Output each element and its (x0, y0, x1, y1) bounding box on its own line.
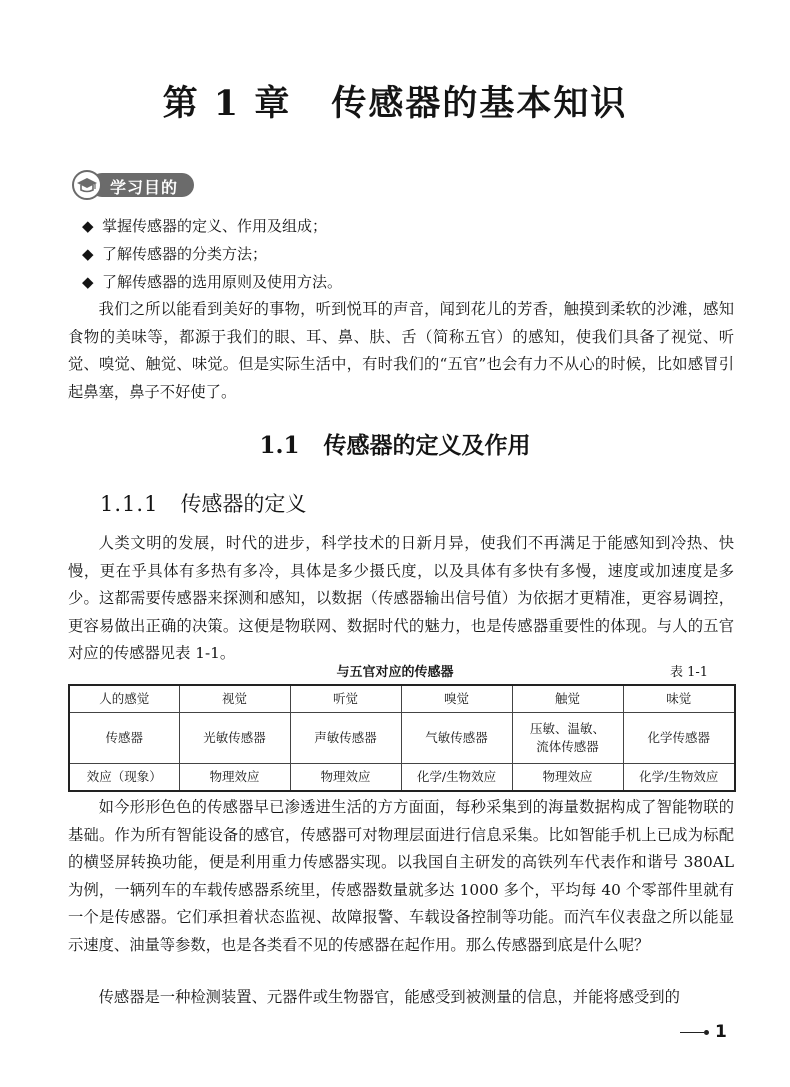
table-cell: 压敏、温敏、流体传感器 (512, 713, 623, 764)
table-number: 表 1-1 (670, 665, 709, 680)
footer-rule (680, 1032, 704, 1033)
learning-objectives-badge (72, 170, 196, 200)
section-name: 传感器的定义及作用 (323, 433, 531, 459)
sensor-definition-paragraph: 传感器是一种检测装置、元器件或生物器官，能感受到被测量的信息，并能将感受到的 (98, 988, 680, 1006)
table-cell: 光敏传感器 (179, 713, 290, 764)
table-caption: 与五官对应的传感器 (336, 665, 454, 680)
diamond-bullet-icon: ◆ (82, 217, 94, 235)
table-cell: 视觉 (179, 685, 290, 713)
sensor-applications-paragraph: 如今形形色色的传感器早已渗透进生活的方方面面，每秒采集到的海量数据构成了智能物联的基础。作为所有智能设备的感官，传感器可对物理层面进行信息采集。比如智能手机上已成为标配的横竖屏转换功能，便是利用重力传感器实现。以我国自主研发的高铁列车代表作和谐号 380AL 为例，一辆列车的车载传感器系统里，传感器数量就多达 1000 多个，平均每 40 个零部件里就有一个是传感器。它们承担着状态监视、故障报警、车载设备控制等功能。而汽车仪表盘之所以能显示速度、油量等参数，也是各类看不见的传感器在起作用。那么传感器到底是什么呢？ (68, 798, 734, 954)
table-cell: 味觉 (623, 685, 735, 713)
table-row (69, 713, 735, 764)
badge-label: 学习目的 (110, 178, 179, 197)
subsection-number: 1.1.1 (100, 492, 159, 516)
footer-dot-icon (704, 1030, 709, 1035)
diamond-bullet-icon: ◆ (82, 245, 94, 263)
chapter-number: 第 1 章 (162, 83, 292, 124)
list-item: ◆ 了解传感器的选用原则及使用方法。 (104, 268, 342, 296)
list-item: ◆ 了解传感器的分类方法； (104, 240, 342, 268)
table-cell: 人的感觉 (69, 685, 179, 713)
section-number: 1.1 (259, 432, 300, 459)
table-cell: 化学传感器 (623, 713, 735, 764)
table-cell: 传感器 (69, 713, 179, 764)
table-cell: 化学/生物效应 (401, 764, 512, 792)
table-row (69, 764, 735, 792)
table-cell: 嗅觉 (401, 685, 512, 713)
senses-sensor-table (68, 684, 736, 792)
table-cell: 物理效应 (290, 764, 401, 792)
section-title (0, 427, 790, 460)
subsection-title (100, 488, 306, 518)
intro-paragraph: 我们之所以能看到美好的事物，听到悦耳的声音，闻到花儿的芳香，触摸到柔软的沙滩，感知食物的美味等，都源于我们的眼、耳、鼻、肤、舌（简称五官）的感知，使我们具备了视觉、听觉、嗅觉、触觉、味觉。但是实际生活中，有时我们的“五官”也会有力不从心的时候，比如感冒引起鼻塞，鼻子不好使了。 (68, 300, 734, 401)
objectives-list (82, 212, 343, 296)
list-item: ◆ 掌握传感器的定义、作用及组成； (104, 212, 342, 240)
graduation-cap-icon (72, 170, 102, 200)
table-cell: 听觉 (290, 685, 401, 713)
table-cell: 效应（现象） (69, 764, 179, 792)
table-cell: 声敏传感器 (290, 713, 401, 764)
table-cell: 触觉 (512, 685, 623, 713)
table-cell: 物理效应 (512, 764, 623, 792)
chapter-title (0, 76, 790, 126)
diamond-bullet-icon: ◆ (82, 273, 94, 291)
subsection-name: 传感器的定义 (180, 492, 307, 516)
chapter-name: 传感器的基本知识 (331, 83, 628, 124)
definition-paragraph: 人类文明的发展，时代的进步，科学技术的日新月异，使我们不再满足于能感知到冷热、快慢，更在乎具体有多热有多冷，具体是多少摄氏度，以及具体有多快有多慢，速度或加速度是多少。这都需要传感器来探测和感知，以数据（传感器输出信号值）为依据才更精准，更容易调控，更容易做出正确的决策。这便是物联网、数据时代的魅力，也是传感器重要性的体现。与人的五官对应的传感器见表 1-1。 (68, 534, 734, 662)
table-row (69, 685, 735, 713)
table-cell: 气敏传感器 (401, 713, 512, 764)
page-footer (680, 1022, 727, 1042)
table-cell: 化学/生物效应 (623, 764, 735, 792)
table-cell: 物理效应 (179, 764, 290, 792)
page-number: 1 (715, 1022, 727, 1042)
